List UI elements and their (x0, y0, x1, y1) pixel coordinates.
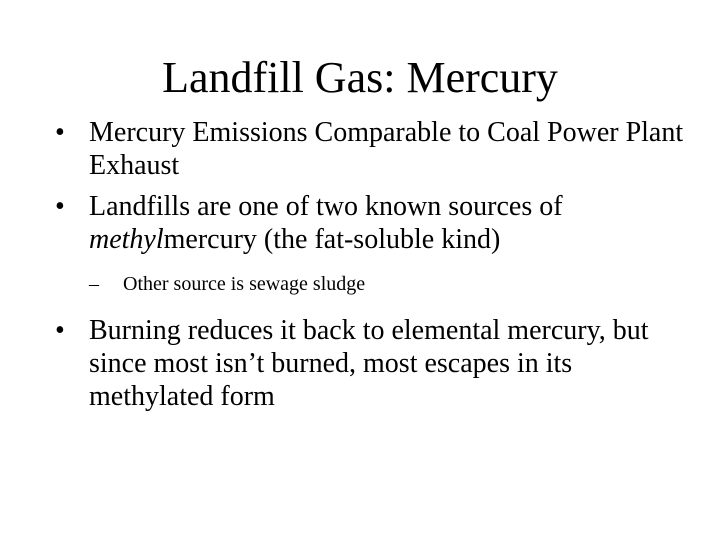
sub-bullet-text: Other source is sewage sludge (123, 273, 366, 295)
bullet-text-after: mercury (the fat-soluble kind) (163, 224, 501, 255)
bullet-text: Burning reduces it back to elemental mercury, but since most isn’t burned, most escapes in its methylated form (89, 315, 649, 412)
bullet-text: Mercury Emissions Comparable to Coal Power Plant Exhaust (89, 117, 684, 181)
bullet-marker: • (55, 117, 65, 148)
sub-bullet-item-sewage-sludge (55, 272, 695, 296)
bullet-item-landfills-sources (55, 190, 695, 256)
bullet-item-mercury-emissions (55, 116, 695, 182)
slide-body (55, 116, 695, 421)
sub-bullet-marker: – (89, 273, 99, 295)
bullet-text-italic: methyl (89, 224, 164, 255)
bullet-marker: • (55, 315, 65, 346)
bullet-marker: • (55, 191, 65, 222)
slide-title: Landfill Gas: Mercury (162, 53, 558, 102)
bullet-item-burning (55, 314, 695, 413)
bullet-text-before: Landfills are one of two known sources of (89, 191, 563, 222)
